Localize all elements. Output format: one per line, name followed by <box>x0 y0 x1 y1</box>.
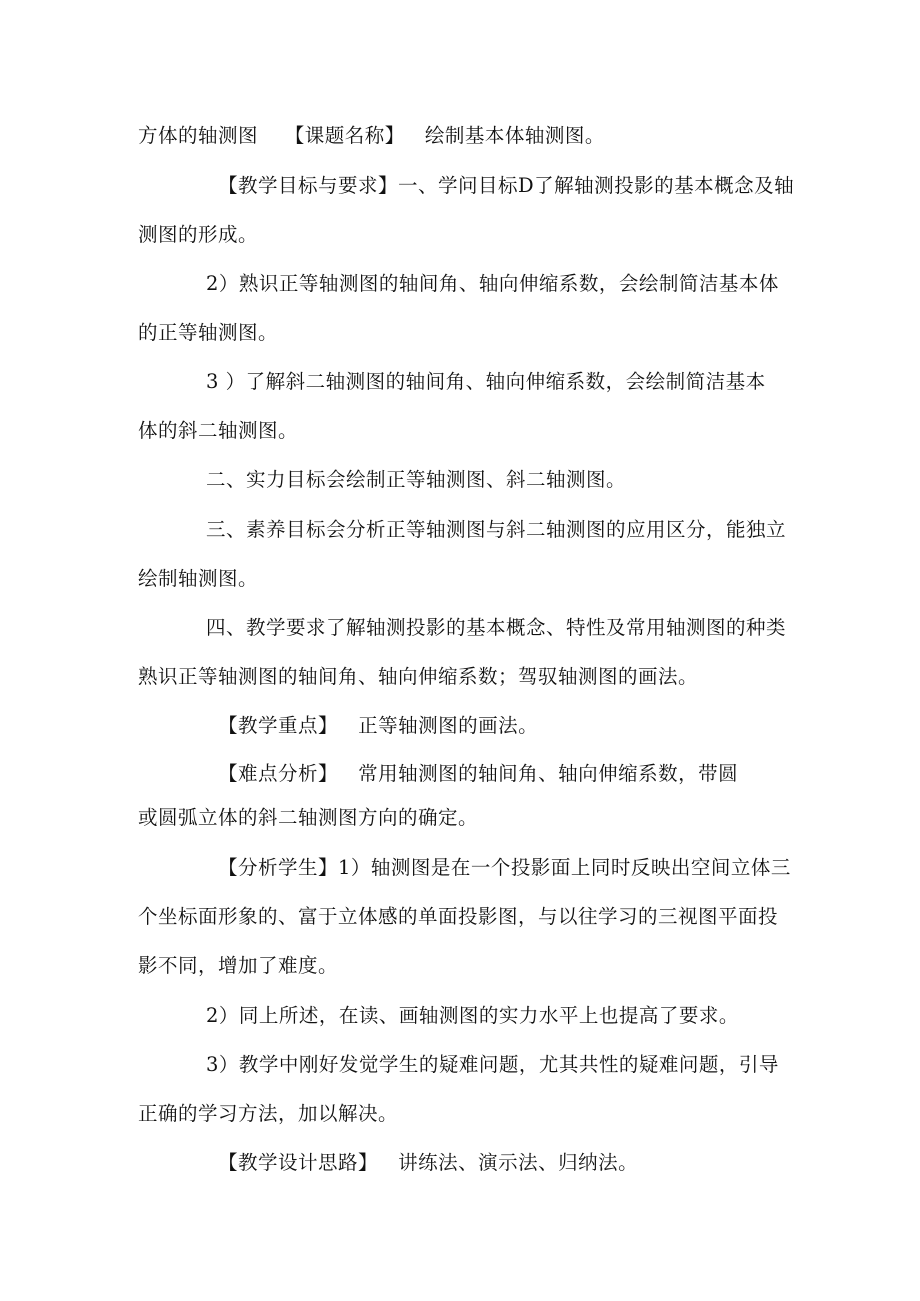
text-line-15: 或圆弧立体的斜二轴测图方向的确定。 <box>138 806 479 829</box>
text-line-12: 熟识正等轴测图的轴间角、轴向伸缩系数；驾驭轴测图的画法。 <box>138 665 699 688</box>
text-line-22: 【教学设计思路】 讲练法、演示法、归纳法。 <box>218 1151 639 1174</box>
text-line-6: 3 ）了解斜二轴测图的轴间角、轴向伸缩系数，会绘制简洁基本 <box>206 370 766 393</box>
text-line-16: 【分析学生】1）轴测图是在一个投影面上同时反映出空间立体三 <box>218 856 791 879</box>
text-line-9: 三、素养目标会分析正等轴测图与斜二轴测图的应用区分，能独立 <box>206 518 787 541</box>
text-line-21: 正确的学习方法，加以解决。 <box>138 1102 399 1125</box>
text-line-8: 二、实力目标会绘制正等轴测图、斜二轴测图。 <box>206 468 627 491</box>
text-line-7: 体的斜二轴测图。 <box>138 419 299 442</box>
text-line-11: 四、教学要求了解轴测投影的基本概念、特性及常用轴测图的种类 <box>206 616 787 639</box>
text-line-13: 【教学重点】 正等轴测图的画法。 <box>218 714 539 737</box>
text-line-4: 2）熟识正等轴测图的轴间角、轴向伸缩系数，会绘制简洁基本体 <box>206 272 779 295</box>
text-line-20: 3）教学中刚好发觉学生的疑难问题，尤其共性的疑难问题，引导 <box>206 1053 779 1076</box>
text-line-19: 2）同上所述，在读、画轴测图的实力水平上也提高了要求。 <box>206 1004 739 1027</box>
text-line-17: 个坐标面形象的、富于立体感的单面投影图，与以往学习的三视图平面投 <box>138 905 779 928</box>
text-line-14: 【难点分析】 常用轴测图的轴间角、轴向伸缩系数，带圆 <box>218 762 739 785</box>
text-line-5: 的正等轴测图。 <box>138 321 279 344</box>
text-line-10: 绘制轴测图。 <box>138 567 259 590</box>
text-line-1: 方体的轴测图 【课题名称】 绘制基本体轴测图。 <box>138 124 605 147</box>
text-line-18: 影不同，增加了难度。 <box>138 954 339 977</box>
text-line-2: 【教学目标与要求】一、学问目标D了解轴测投影的基本概念及轴 <box>218 174 795 197</box>
text-line-3: 测图的形成。 <box>138 223 259 246</box>
